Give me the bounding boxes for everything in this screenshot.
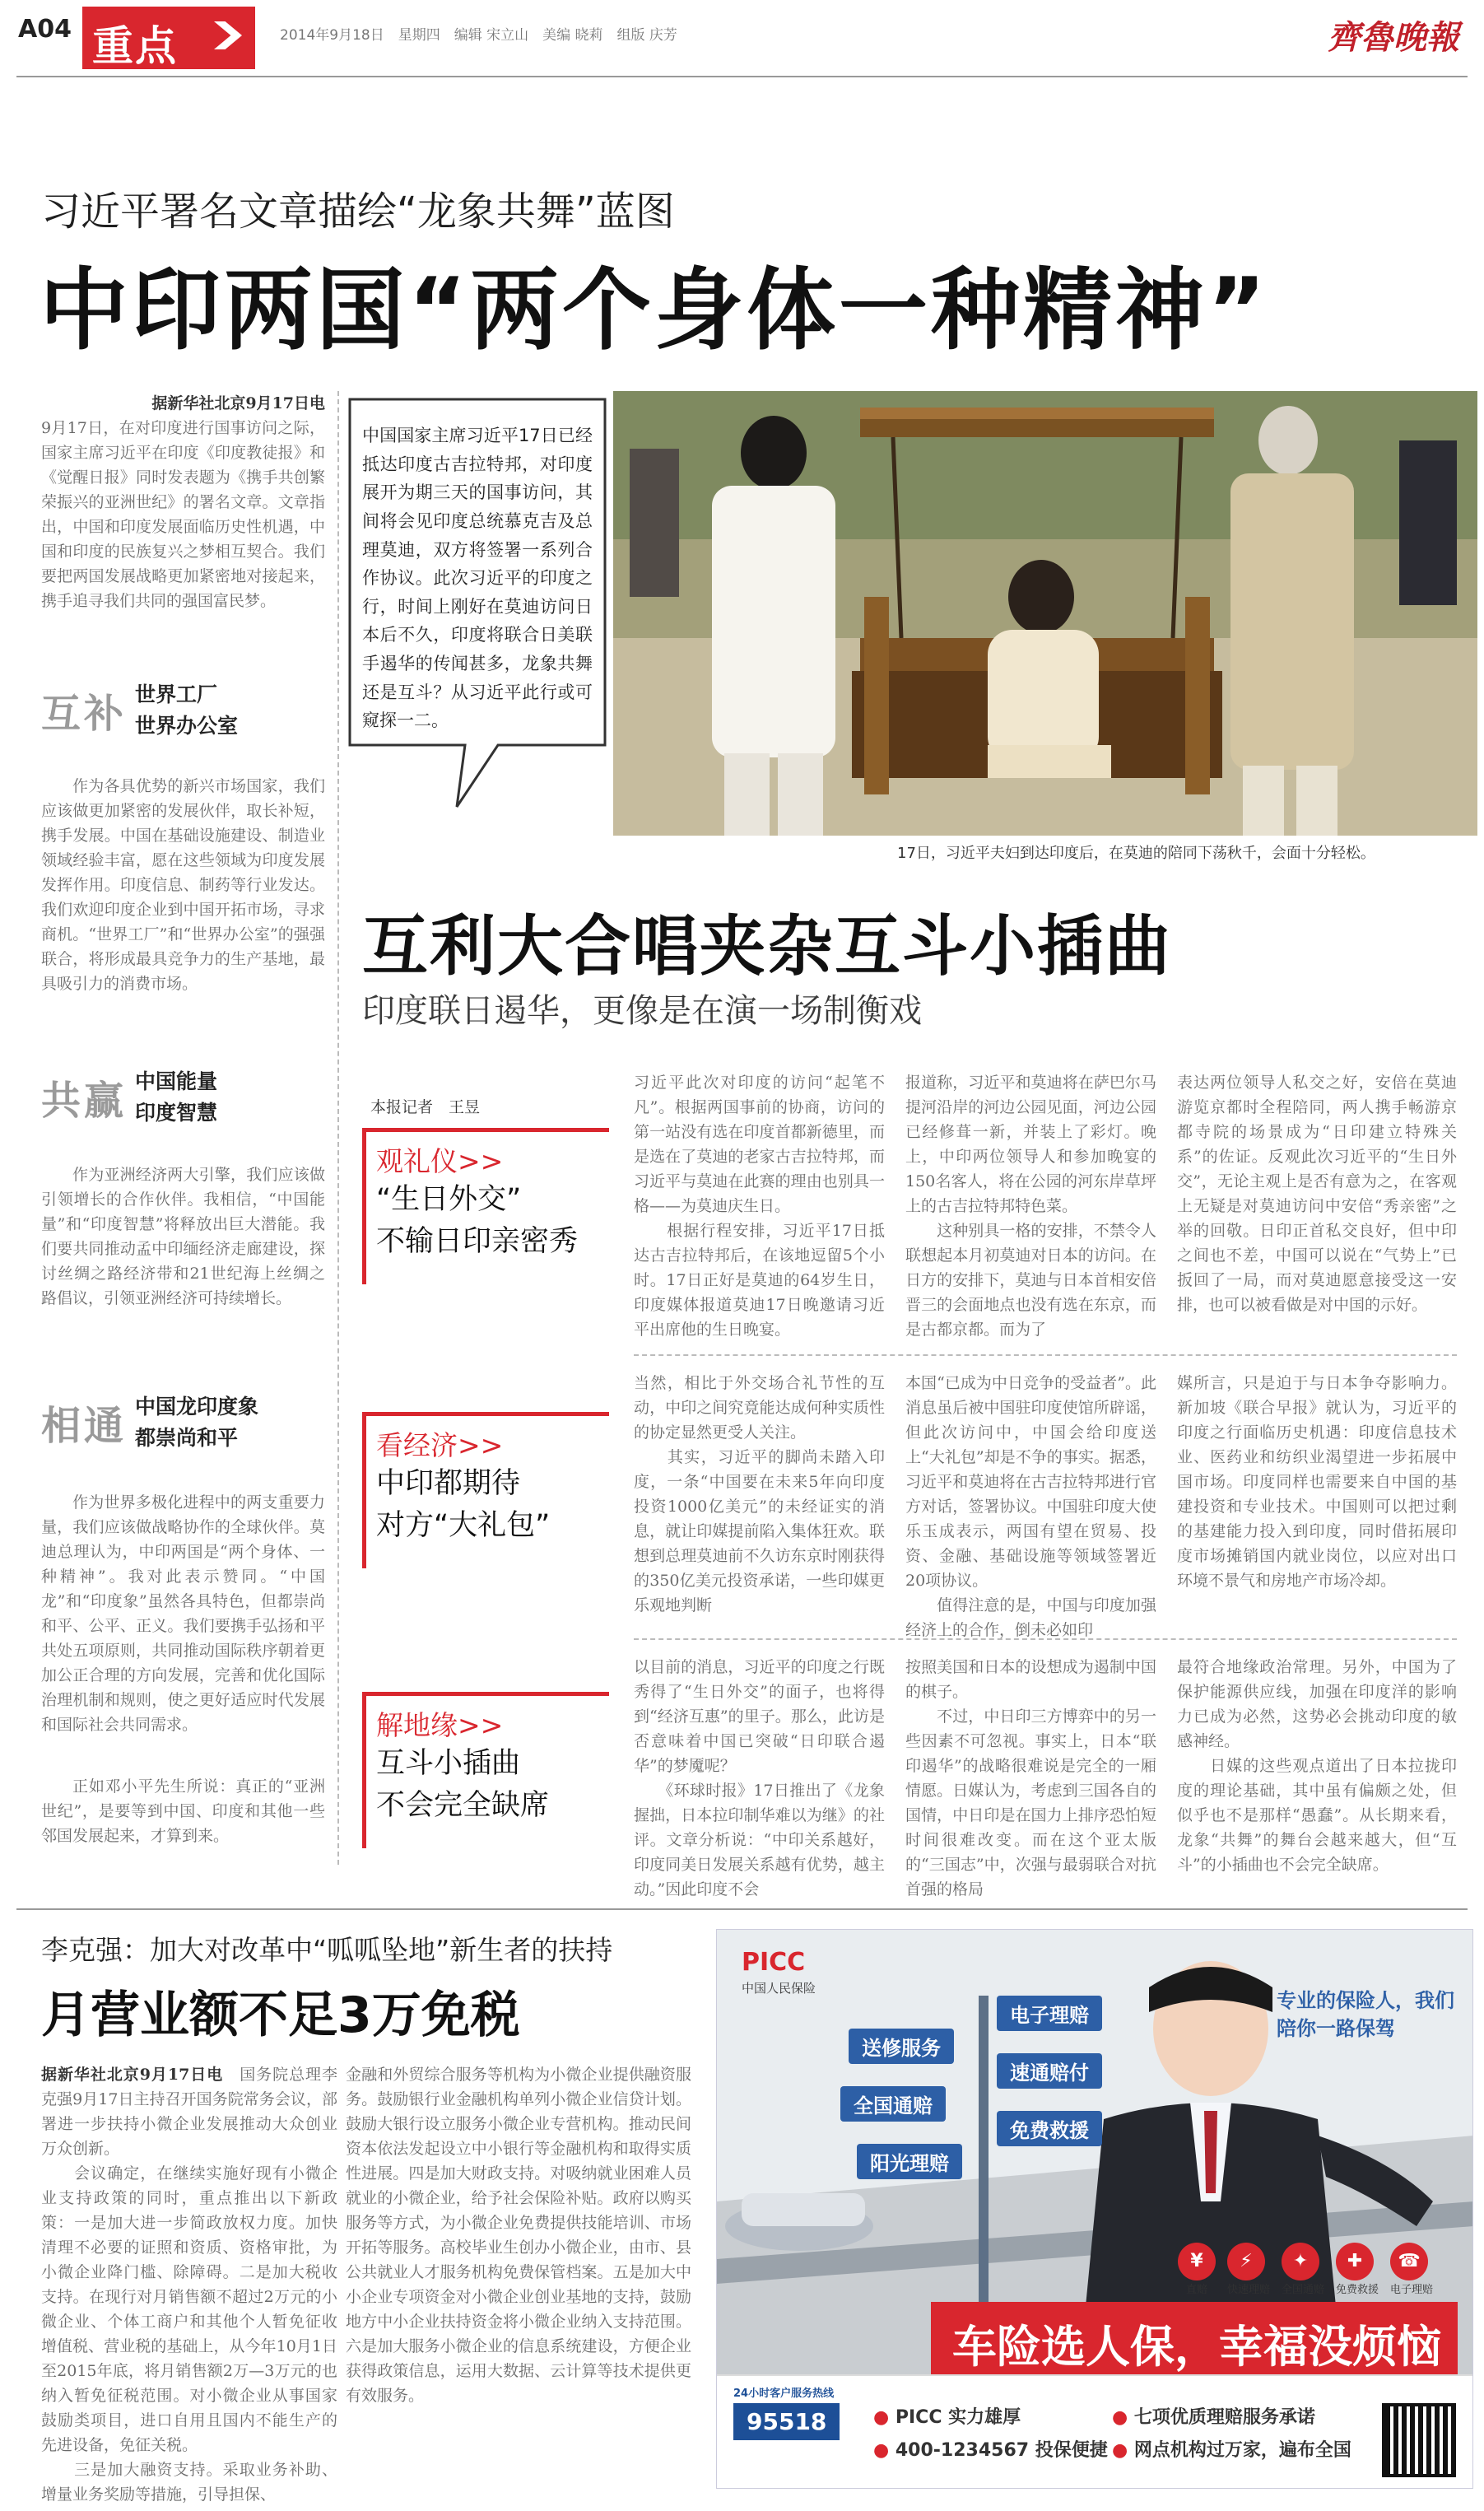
- ad-feature: [1112, 2403, 1315, 2429]
- picc-logo: PICC: [742, 1948, 806, 1977]
- side-box-line: 不输日印亲密秀: [376, 1224, 579, 1258]
- story2-block2-col2: 本国“已成为中日竞争的受益者”。此消息虽后被中国驻印度使馆所辟谣，但此次访问中，中国会给印度送上“大礼包”却是不争的事实。据悉，习近平和莫迪将在古吉拉特邦进行官方对话，签署协议。中国驻印度大使乐玉成表示，两国有望在贸易、投资、金融、基础设施等领域签署近20项协议。 值得注意的是，中国与印度加强经济上的合作，倒未必如印: [905, 1374, 1156, 1640]
- story3-title: 月营业额不足3万免税: [41, 1987, 520, 2044]
- story3-col1-text: 国务院总理李克强9月17日主持召开国务院常务会议，部署进一步扶持小微企业发展推动大众创业万众创新。 会议确定，在继续实施好现有小微企业支持政策的同时，重点推出以下新政策：一是加大进一步简政放权力度。加快清理不必要的证照和资质、资格审批，为小微企业降门槛、除障碍。二是加大税收支持。在现行对月销售额不超过2万元的小微企业、个体工商户和其他个人暂免征收增值税、营业税的基础上，从今年10月1日至2015年底，将月销售额2万—3万元的也纳入暂免征税范围。对小微企业从事国家鼓励类项目，进口自用且国内不能生产的先进设备，免征关税。 三是加大融资支持。采取业务补助、增量业务奖励等措施，引导担保、: [41, 2066, 337, 2504]
- story1-title: 中印两国“两个身体一种精神”: [40, 259, 1269, 362]
- network-icon: ✦: [1282, 2243, 1319, 2280]
- service-icon: [1390, 2243, 1433, 2296]
- section-head-line: 印度智慧: [135, 1100, 218, 1125]
- bullet-icon: ●: [1112, 2440, 1134, 2461]
- section-head-lines: [135, 1391, 258, 1453]
- bullet-icon: ●: [873, 2440, 896, 2461]
- section-head-line: 世界办公室: [135, 713, 239, 738]
- ad-feature-text: 400-1234567 投保便捷: [895, 2440, 1108, 2461]
- qr-code-icon[interactable]: [1382, 2403, 1456, 2477]
- ad-sign: 全国通赔: [840, 2086, 946, 2122]
- section-head-big: 共赢: [41, 1078, 128, 1124]
- ad-banner: 专业的保险人，我们陪你一路保驾: [1277, 1989, 1454, 2040]
- section-head-2: [41, 1066, 217, 1128]
- section-text-3: 作为世界多极化进程中的两支重要力量，我们应该做战略协作的全球伙伴。莫迪总理认为，中印两国是“两个身体、一种精神”。我对此表示赞同。“中国龙”和“印度象”虽然各具特色，但都崇尚和平、公平、正义。我们要携手弘扬和平共处五项原则，共同推动国际秩序朝着更加公正合理的方向发展，完善和优化国际治理机制和规则，使之更好适应时代发展和国际社会共同需求。: [41, 1493, 325, 1735]
- story1-lead-text: 9月17日，在对印度进行国事访问之际，国家主席习近平在印度《印度教徒报》和《觉醒日报》同时发表题为《携手共创繁荣振兴的亚洲世纪》的署名文章。文章指出，中国和印度发展面临历史性机遇，中国和印度的民族复兴之梦相互契合。我们要把两国发展战略更加紧密地对接起来，携手追寻我们共同的强国富民梦。: [41, 419, 325, 611]
- ad-sign: 阳光理赔: [857, 2144, 962, 2179]
- side-box-label: 看经济>>: [376, 1429, 504, 1461]
- header-meta: 2014年9月18日 星期四 编辑 宋立山 美编 晓莉 组版 庆芳: [280, 27, 677, 44]
- side-box-line: 不会完全缺席: [376, 1788, 550, 1822]
- header-divider: [16, 76, 1468, 77]
- section-head-line: 中国龙印度象: [135, 1395, 259, 1419]
- side-box-label: 观礼仪>>: [376, 1145, 504, 1177]
- story2-block3-col1: 以目前的消息，习近平的印度之行既秀得了“生日外交”的面子，也将得到“经济互惠”的里子。那么，此访是否意味着中国已突破“日印联合遏华”的梦魇呢？ 《环球时报》17日推出了《龙象握拙，日本拉印制华难以为继》的社评。文章分析说：“中印关系越好，印度同美日发展关系越有优势，越主动。”因此印度不会: [634, 1658, 885, 1899]
- story1-kicker: 习近平署名文章描绘“龙象共舞”蓝图: [41, 189, 675, 235]
- section-head-line: 都崇尚和平: [135, 1425, 239, 1450]
- service-label: 电子理赔: [1390, 2284, 1434, 2296]
- story2-block2-col1: 当然，相比于外交场合礼节性的互动，中印之间究竟能达成何种实质性的协定显然更受人关注。 其实，习近平的脚尚未踏入印度，一条“中国要在未来5年向印度投资1000亿美元”的未经证实的消息，就让印媒提前陷入集体狂欢。联想到总理莫迪前不久访东京时刚获得的350亿美元投资承诺，一些印媒更乐观地判断: [634, 1374, 885, 1615]
- story3-dateline: 据新华社北京9月17日电: [41, 2066, 224, 2084]
- hotline-number[interactable]: 95518: [733, 2403, 840, 2440]
- bullet-icon: ●: [873, 2407, 896, 2428]
- ad-sign: 免费救援: [997, 2111, 1102, 2146]
- service-icon: [1178, 2243, 1216, 2296]
- service-label: 全国通赔: [1282, 2284, 1325, 2296]
- photo-caption: 17日，习近平夫妇到达印度后，在莫迪的陪同下荡秋千，会面十分轻松。: [897, 845, 1375, 862]
- ad-feature-text: 网点机构过万家，遍布全国: [1133, 2440, 1351, 2461]
- side-box-line: “生日外交”: [376, 1183, 522, 1216]
- phone-icon: ☎: [1390, 2243, 1428, 2280]
- story3-col2: 金融和外贸综合服务等机构为小微企业提供融资服务。鼓励银行业金融机构单列小微企业信贷计划。鼓励大银行设立服务小微企业专营机构。推动民间资本依法发起设立中小银行等金融机构和取得实质性进展。四是加大财政支持。对吸纳就业困难人员就业的小微企业，给予社会保险补贴。政府以购买服务等方式，为小微企业免费提供技能培训、市场开拓等服务。高校毕业生创办小微企业，由市、县公共就业人才服务机构免费保管档案。五是加大中小企业专项资金对小微企业创业基地的支持，鼓励地方中小企业扶持资金将小微企业纳入支持范围。六是加大服务小微企业的信息系统建设，方便企业获得政策信息，运用大数据、云计算等技术提供更有效服务。: [346, 2066, 691, 2406]
- service-label: 快速理赔: [1227, 2284, 1271, 2296]
- service-label: 直赔: [1185, 2284, 1207, 2296]
- ad-feature: [873, 2403, 1021, 2429]
- section-label: 重点: [92, 22, 178, 70]
- section-head-lines: [135, 679, 238, 741]
- section-head-1: [41, 679, 238, 741]
- rescue-icon: ✚: [1336, 2243, 1374, 2280]
- service-label: 免费救援: [1336, 2284, 1379, 2296]
- service-icon: [1282, 2243, 1324, 2296]
- ad-feature-text: PICC 实力雄厚: [895, 2407, 1021, 2428]
- hotline-label: 24小时客户服务热线: [733, 2388, 835, 2400]
- ad-feature: [1112, 2436, 1351, 2462]
- section-divider: [16, 1908, 1468, 1910]
- service-icon: [1336, 2243, 1379, 2296]
- row-divider: [634, 1638, 1457, 1640]
- story2-block3-col2: 按照美国和日本的设想成为遏制中国的棋子。 不过，中日印三方博弈中的另一些因素不可忽视。事实上，日本“联印遏华”的战略很难说是完全的一厢情愿。日媒认为，考虑到三国各自的国情，中日印是在国力上排序恐怕短时间很难改变。而在这个亚太版的“三国志”中，次强与最弱联合对抗首强的格局: [905, 1658, 1156, 1899]
- story2-subtitle: 印度联日遏华，更像是在演一场制衡戏: [362, 992, 922, 1030]
- story3-kicker: 李克强：加大对改革中“呱呱坠地”新生者的扶持: [41, 1934, 613, 1966]
- section-head-lines: [135, 1066, 217, 1128]
- ad-sign: 电子理赔: [997, 1996, 1102, 2031]
- column-divider: [337, 391, 339, 1865]
- ad-slogan: 车险选人保，幸福没烦恼: [931, 2302, 1458, 2385]
- picc-logo-cn: 中国人民保险: [742, 1981, 816, 1996]
- section-text-2: 作为亚洲经济两大引擎，我们应该做引领增长的合作伙伴。我相信，“中国能量”和“印度智慧”将释放出巨大潜能。我们要共同推动孟中印缅经济走廊建设，探讨丝绸之路经济带和21世纪海上丝绸之路倡议，引领亚洲经济可持续增长。: [41, 1166, 325, 1308]
- row-divider: [634, 1354, 1457, 1356]
- story2-block2-col3: 媒所言，只是迫于与日本争夺影响力。新加坡《联合早报》就认为，习近平的印度之行面临历史机遇：印度信息技术业、医药业和纺织业渴望进一步拓展中国市场。印度同样也需要来自中国的基建投资和专业技术。中国则可以把过剩的基建能力投入到印度，同时借拓展印度市场摊销国内就业岗位，以应对出口环境不景气和房地产市场冷却。: [1177, 1374, 1457, 1591]
- section-head-big: 相通: [41, 1403, 128, 1449]
- section-text-3b: 正如邓小平先生所说：真正的“亚洲世纪”，是要等到中国、印度和其他一些邻国发展起来，才算到来。: [41, 1777, 325, 1846]
- story2-byline: 本报记者 王昱: [370, 1098, 481, 1116]
- yen-icon: ¥: [1178, 2243, 1216, 2280]
- story2-block1-col3: 表达两位领导人私交之好，安倍在莫迪游览京都时全程陪同，两人携手畅游京都寺院的场景成为“日印建立特殊关系”的佐证。反观此次习近平的“生日外交”，无论主观上是否有意为之，在客观上无疑是对莫迪访问中安倍“秀亲密”之举的回敬。日印正首私交良好，但中印之间也不差，中国可以说在“气势上”已扳回了一局，而对莫迪愿意接受这一安排，也可以被看做是对中国的示好。: [1177, 1074, 1457, 1315]
- service-icon: [1227, 2243, 1270, 2296]
- side-box-label: 解地缘>>: [376, 1709, 504, 1741]
- side-box-line: 对方“大礼包”: [376, 1508, 551, 1542]
- ad-service-icons: [1178, 2243, 1433, 2296]
- ad-sign: 送修服务: [849, 2029, 954, 2064]
- picc-advertisement[interactable]: [716, 1929, 1473, 2489]
- ad-feature: [873, 2436, 1108, 2462]
- newspaper-logo: 齊魯晚報: [1328, 18, 1459, 57]
- story2-title: 互利大合唱夹杂互斗小插曲: [362, 908, 1172, 985]
- story2-block1-col1: 习近平此次对印度的访问“起笔不凡”。根据两国事前的协商，访问的第一站没有选在印度首都新德里，而是选在了莫迪的老家古吉拉特邦，而习近平与莫迪在此赛的理由也别具一格——为莫迪庆生日。 根据行程安排，习近平17日抵达古吉拉特邦后，在该地逗留5个小时。17日正好是莫迪的64岁生日，印度媒体报道莫迪17日晚邀请习近平出席他的生日晚宴。: [634, 1074, 885, 1339]
- story1-dateline: 据新华社北京9月17日电: [151, 394, 325, 412]
- section-head-line: 世界工厂: [135, 682, 218, 706]
- photo-illustration: [613, 391, 1477, 836]
- section-head-big: 互补: [41, 691, 128, 737]
- bullet-icon: ●: [1112, 2407, 1134, 2428]
- side-box-2: [362, 1412, 609, 1568]
- section-text-1: 作为各具优势的新兴市场国家，我们应该做更加紧密的发展伙伴，取长补短，携手发展。中国在基础设施建设、制造业领域经验丰富，愿在这些领域为印度发展发挥作用。印度信息、制药等行业发达。我们欢迎印度企业到中国开拓市场，寻求商机。“世界工厂”和“世界办公室”的强强联合，将形成最具竞争力的生产基地，最具吸引力的消费市场。: [41, 777, 325, 994]
- page-number: A04: [18, 15, 72, 44]
- story2-block3-col3: 最符合地缘政治常理。另外，中国为了保护能源供应线，加强在印度洋的影响力已成为必然，这势必会挑动印度的敏感神经。 日媒的这些观点道出了日本拉拢印度的理论基础，其中虽有偏颇之处，但似乎也不是那样“愚蠢”。从长期来看，龙象“共舞”的舞台会越来越大，但“互斗”的小插曲也不会完全缺席。: [1177, 1658, 1457, 1875]
- side-box-1: [362, 1128, 609, 1284]
- side-box-line: 中印都期待: [376, 1467, 521, 1500]
- section-head-3: [41, 1391, 258, 1453]
- bubble-text: 中国国家主席习近平17日已经抵达印度古吉拉特邦，对印度展开为期三天的国事访问，其间将会见印度总统慕克吉及总理莫迪，双方将签署一系列合作协议。此次习近平的印度之行，时间上刚好在莫迪访问日本后不久，印度将联合日美联手遏华的传闻甚多，龙象共舞还是互斗？从习近平此行或可窥探一二。: [362, 426, 593, 731]
- lightning-icon: ⚡: [1227, 2243, 1265, 2280]
- story2-block1-col2: 报道称，习近平和莫迪将在萨巴尔马提河沿岸的河边公园见面，河边公园已经修葺一新，并装上了彩灯。晚上，中印两位领导人和参加晚宴的150名客人，将在公园的河东岸草坪上的古吉拉特邦特色菜。 这种别具一格的安排，不禁令人联想起本月初莫迪对日本的访问。在日方的安排下，莫迪与日本首相安倍晋三的会面地点也没有选在东京，而是古都京都。而为了: [905, 1074, 1156, 1339]
- side-box-line: 互斗小插曲: [376, 1747, 521, 1780]
- ad-feature-text: 七项优质理赔服务承诺: [1133, 2407, 1315, 2428]
- ad-sign: 速通赔付: [997, 2053, 1102, 2089]
- story1-lead: [41, 391, 325, 613]
- story3-col1: [41, 2062, 337, 2507]
- side-box-3: [362, 1692, 609, 1848]
- section-head-line: 中国能量: [135, 1069, 218, 1093]
- news-photo: [613, 391, 1477, 836]
